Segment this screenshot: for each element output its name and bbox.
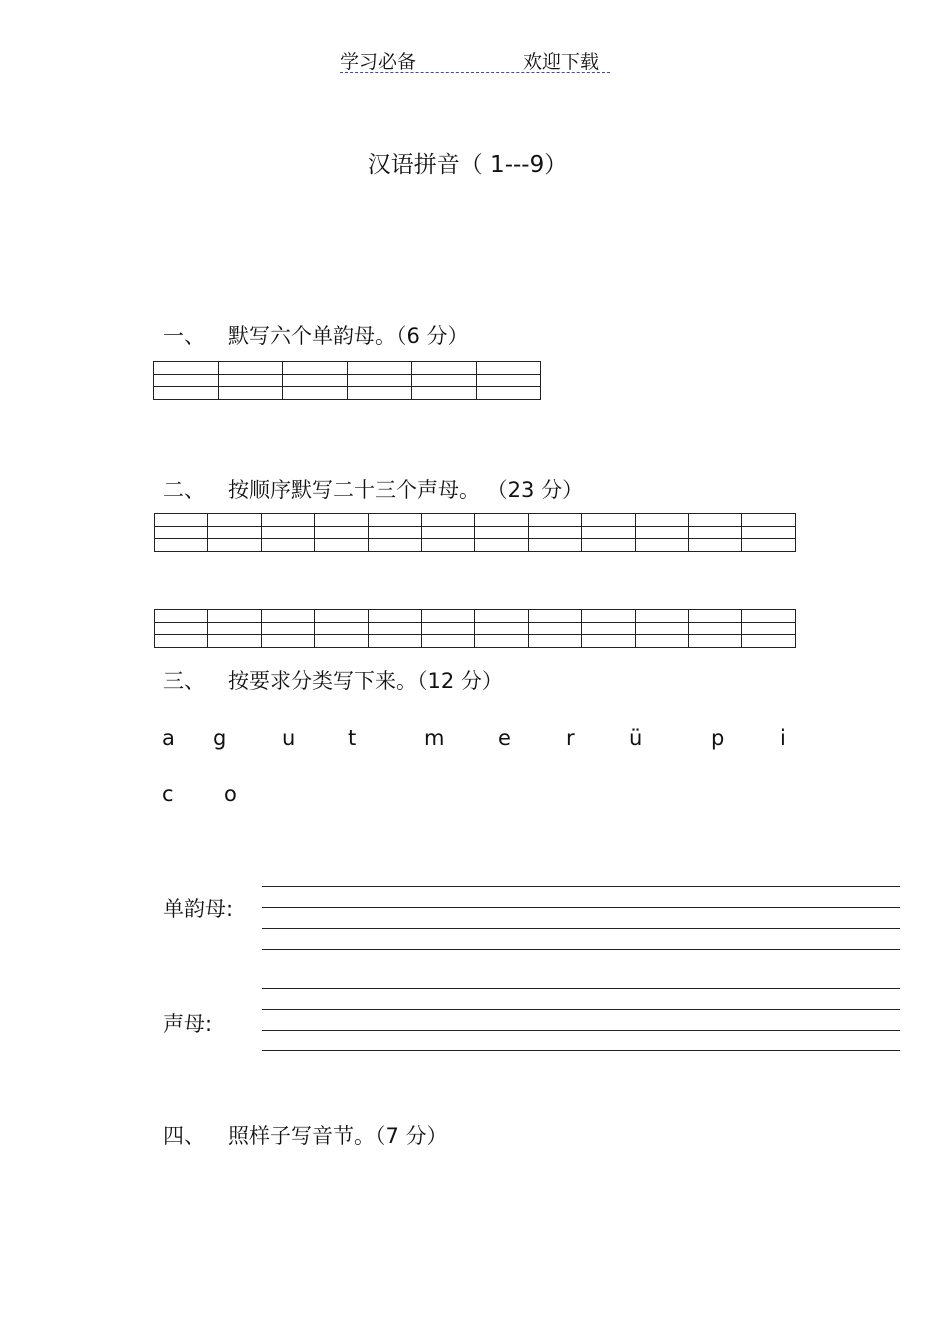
letter-item: o bbox=[224, 782, 237, 806]
header-underline bbox=[340, 72, 610, 73]
answer-line[interactable] bbox=[262, 1050, 900, 1051]
section-4-heading bbox=[163, 1120, 448, 1150]
letter-item: u bbox=[282, 726, 296, 750]
letter-item: p bbox=[711, 726, 725, 750]
letter-item: ü bbox=[629, 726, 643, 750]
answer-line[interactable] bbox=[262, 1009, 900, 1010]
section-4-text: 照样子写音节。（7 分） bbox=[228, 1124, 448, 1148]
section-3-text: 按要求分类写下来。（12 分） bbox=[228, 669, 503, 693]
letter-item: g bbox=[213, 726, 227, 750]
letter-item: e bbox=[498, 726, 511, 750]
section-1-text: 默写六个单韵母。（6 分） bbox=[228, 324, 469, 348]
letter-item: i bbox=[780, 726, 786, 750]
letter-item: r bbox=[566, 726, 575, 750]
vowels-label: 单韵母: bbox=[163, 897, 234, 921]
section-2-heading bbox=[163, 474, 583, 504]
section-1-number: 一、 bbox=[163, 324, 205, 348]
section-3-heading bbox=[163, 665, 503, 695]
header-left: 学习必备 bbox=[340, 51, 417, 73]
writing-grid-2a[interactable] bbox=[154, 513, 796, 552]
section-1-heading bbox=[163, 320, 469, 350]
section-3-number: 三、 bbox=[163, 669, 205, 693]
answer-line[interactable] bbox=[262, 907, 900, 908]
section-2-number: 二、 bbox=[163, 478, 205, 502]
answer-line[interactable] bbox=[262, 949, 900, 950]
section-4-number: 四、 bbox=[163, 1124, 205, 1148]
letter-item: a bbox=[162, 726, 175, 750]
answer-line[interactable] bbox=[262, 886, 900, 887]
writing-grid-1[interactable] bbox=[153, 361, 541, 400]
header-right: 欢迎下载 bbox=[523, 51, 600, 73]
section-2-text: 按顺序默写二十三个声母。 （23 分） bbox=[228, 478, 584, 502]
answer-line[interactable] bbox=[262, 988, 900, 989]
initials-label: 声母: bbox=[163, 1012, 213, 1036]
letter-item: c bbox=[162, 782, 174, 806]
answer-line[interactable] bbox=[262, 1030, 900, 1031]
letter-item: t bbox=[348, 726, 357, 750]
page-title: 汉语拼音（ 1---9） bbox=[367, 152, 568, 178]
answer-line[interactable] bbox=[262, 928, 900, 929]
writing-grid-2b[interactable] bbox=[154, 609, 796, 648]
letter-item: m bbox=[424, 726, 445, 750]
